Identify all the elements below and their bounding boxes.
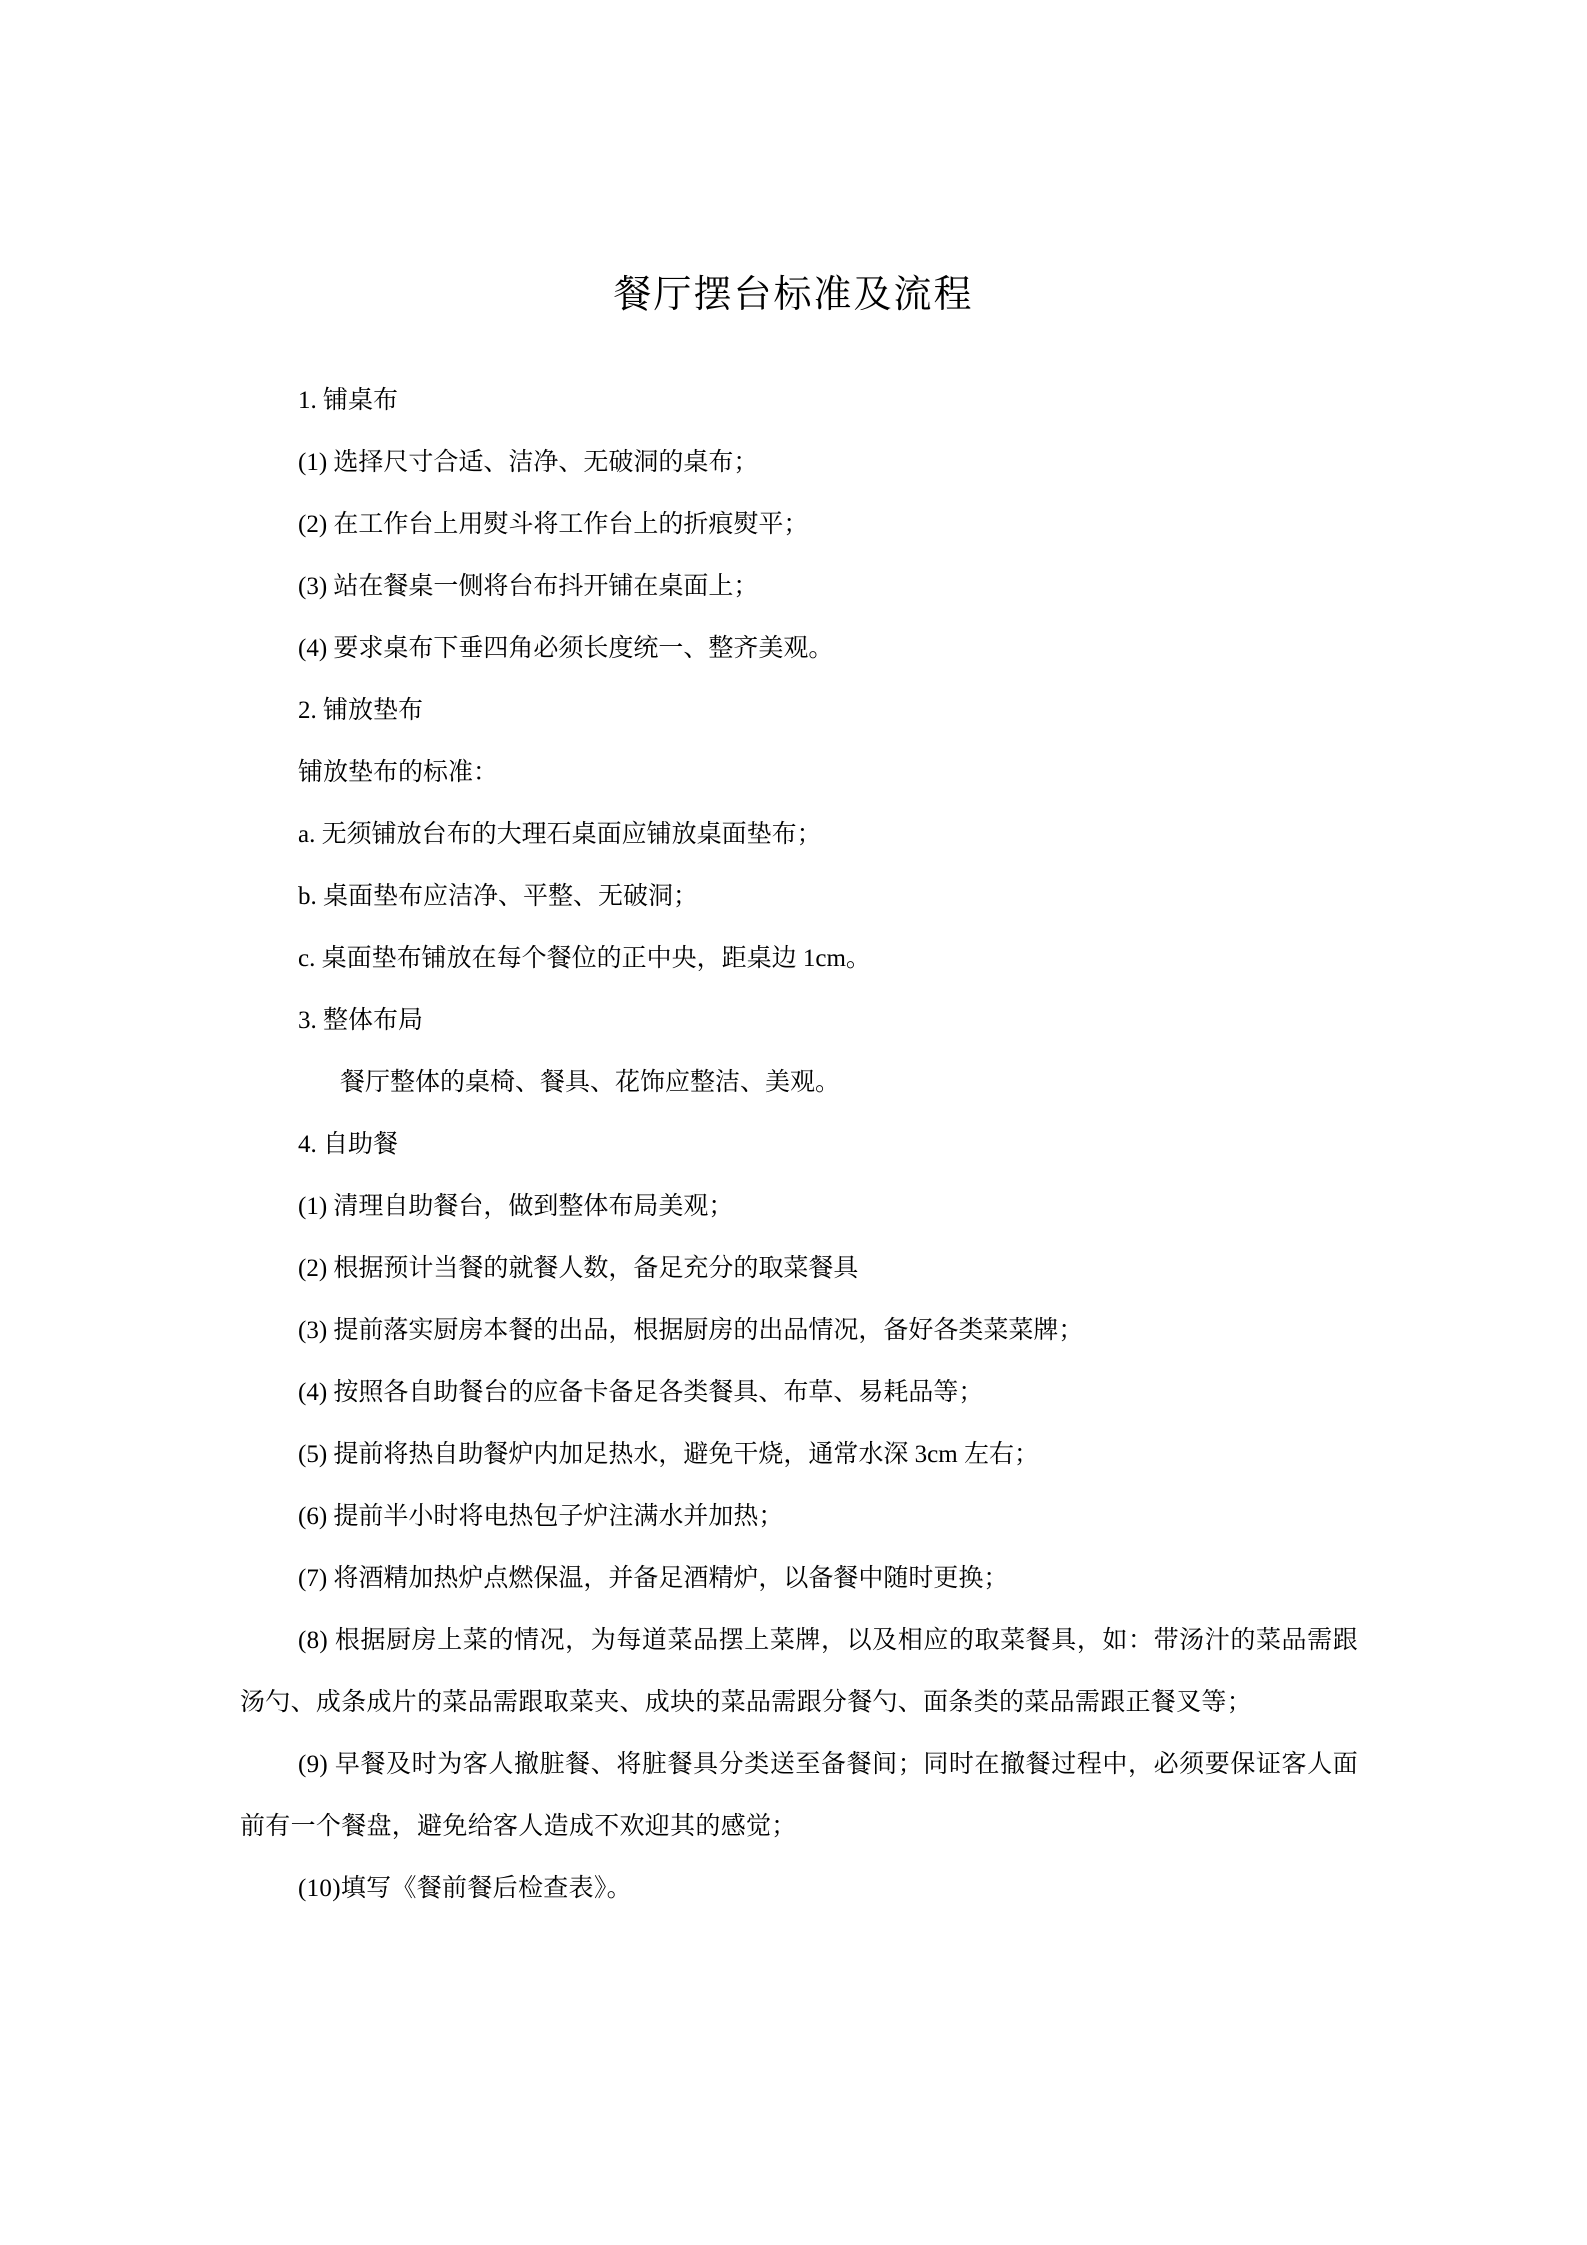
list-item: (6) 提前半小时将电热包子炉注满水并加热；	[298, 1503, 784, 1530]
paragraph-item: (10)填写《餐前餐后检查表》。	[298, 1875, 632, 1902]
list-item: (7) 将酒精加热炉点燃保温，并备足酒精炉，以备餐中随时更换；	[298, 1565, 1009, 1592]
section-heading-4: 4. 自助餐	[298, 1131, 399, 1158]
section-intro: 铺放垫布的标准：	[298, 759, 499, 786]
list-item: (3) 提前落实厨房本餐的出品，根据厨房的出品情况，备好各类菜菜牌；	[298, 1317, 1084, 1344]
list-item: (1) 选择尺寸合适、洁净、无破洞的桌布；	[298, 449, 759, 476]
document-body	[240, 370, 1358, 1920]
page-title: 餐厅摆台标准及流程	[613, 272, 974, 316]
section-heading-1: 1. 铺桌布	[298, 387, 399, 414]
list-item: a. 无须铺放台布的大理石桌面应铺放桌面垫布；	[298, 821, 822, 848]
list-item: (2) 在工作台上用熨斗将工作台上的折痕熨平；	[298, 511, 809, 538]
section-heading-2: 2. 铺放垫布	[298, 697, 424, 724]
section-body: 餐厅整体的桌椅、餐具、花饰应整洁、美观。	[340, 1069, 841, 1096]
list-item: (1) 清理自助餐台，做到整体布局美观；	[298, 1193, 734, 1220]
list-item: (3) 站在餐桌一侧将台布抖开铺在桌面上；	[298, 573, 759, 600]
list-item: c. 桌面垫布铺放在每个餐位的正中央，距桌边 1cm。	[298, 945, 871, 972]
list-item: (4) 要求桌布下垂四角必须长度统一、整齐美观。	[298, 635, 834, 662]
section-heading-3: 3. 整体布局	[298, 1007, 424, 1034]
list-item: (4) 按照各自助餐台的应备卡备足各类餐具、布草、易耗品等；	[298, 1379, 984, 1406]
list-item: (5) 提前将热自助餐炉内加足热水，避免干烧，通常水深 3cm 左右；	[298, 1441, 1039, 1468]
paragraph-item: (9) 早餐及时为客人撤脏餐、将脏餐具分类送至备餐间；同时在撤餐过程中，必须要保证客人面前有一个餐盘，避免给客人造成不欢迎其的感觉；	[240, 1751, 1358, 1840]
list-item: b. 桌面垫布应洁净、平整、无破洞；	[298, 883, 699, 910]
paragraph-item: (8) 根据厨房上菜的情况，为每道菜品摆上菜牌，以及相应的取菜餐具，如：带汤汁的菜品需跟汤勺、成条成片的菜品需跟取菜夹、成块的菜品需跟分餐勺、面条类的菜品需跟正餐叉等；	[240, 1627, 1358, 1716]
list-item: (2) 根据预计当餐的就餐人数，备足充分的取菜餐具	[298, 1255, 859, 1282]
